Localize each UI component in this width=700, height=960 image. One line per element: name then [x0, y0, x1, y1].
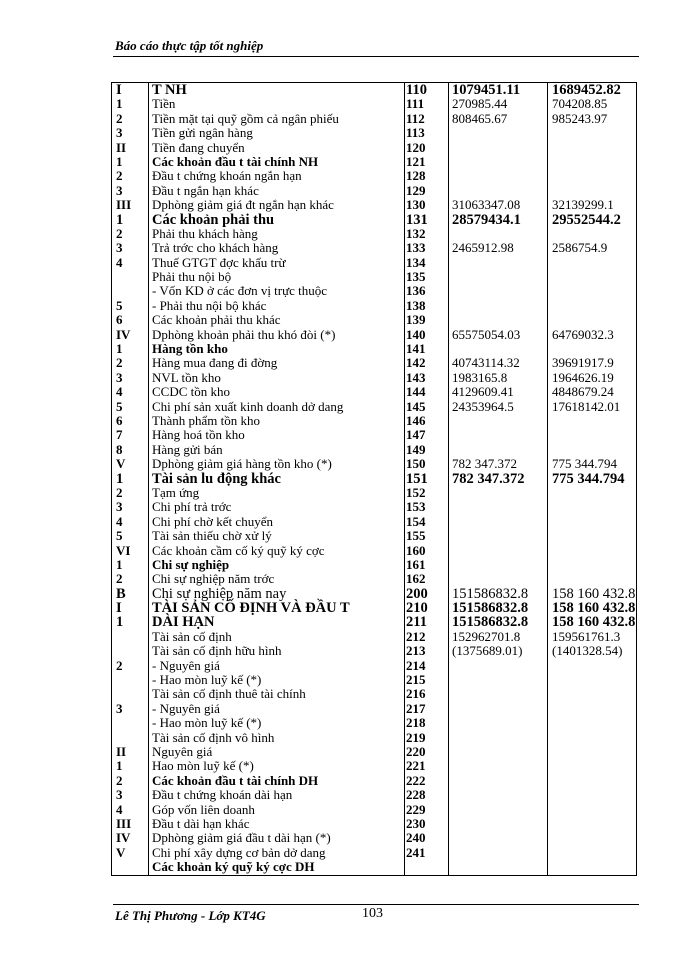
row-code: 4 — [116, 801, 123, 817]
row-code: 3 — [116, 182, 123, 198]
row-line-number: 136 — [406, 283, 426, 299]
row-opening-value — [452, 428, 548, 442]
row-item: Hao mòn luỹ kế (*) — [152, 758, 254, 774]
row-closing-value: 4848679.24 — [552, 384, 614, 400]
row-item: Đầu t chứng khoán ngắn hạn — [152, 168, 302, 184]
row-line-number: 229 — [406, 801, 426, 817]
row-opening-value: 782 347.372 — [452, 470, 525, 487]
row-opening-value: (1375689.01) — [452, 643, 523, 659]
footer-divider — [113, 904, 639, 905]
row-code: 5 — [116, 297, 123, 313]
row-code: 1 — [116, 758, 123, 774]
row-line-number: 112 — [406, 110, 425, 126]
row-item: Tiền — [152, 96, 176, 112]
row-closing-value: 32139299.1 — [552, 197, 614, 213]
opening-value-column — [452, 83, 548, 874]
row-code: 3 — [116, 240, 123, 256]
row-line-number: 241 — [406, 844, 426, 860]
column-divider — [404, 83, 405, 875]
row-closing-value — [552, 687, 642, 701]
row-item: Tài sản cố định — [152, 628, 232, 644]
row-item: - Vốn KD ở các đơn vị trực thuộc — [152, 283, 328, 299]
row-opening-value — [452, 702, 548, 716]
row-closing-value — [552, 529, 642, 543]
row-closing-value: (1401328.54) — [552, 643, 623, 659]
row-opening-value — [452, 572, 548, 586]
row-closing-value: 775 344.794 — [552, 470, 625, 487]
row-opening-value — [452, 817, 548, 831]
row-code — [116, 630, 152, 644]
row-opening-value — [452, 342, 548, 356]
row-code: 2 — [116, 772, 123, 788]
row-line-number: 143 — [406, 369, 426, 385]
row-opening-value — [452, 126, 548, 140]
row-opening-value — [452, 414, 548, 428]
row-code: 3 — [116, 499, 123, 515]
row-code: IV — [116, 830, 131, 846]
row-code: 4 — [116, 513, 123, 529]
row-opening-value — [452, 544, 548, 558]
row-item: Chi phí sản xuất kinh doanh dở dang — [152, 398, 344, 414]
row-opening-value — [452, 687, 548, 701]
row-line-number: 218 — [406, 715, 426, 731]
row-closing-value — [552, 817, 642, 831]
row-closing-value — [552, 515, 642, 529]
row-opening-value: 151586832.8 — [452, 600, 529, 617]
row-closing-value — [552, 745, 642, 759]
balance-sheet-table — [111, 82, 637, 876]
row-closing-value — [552, 313, 642, 327]
row-closing-value — [552, 831, 642, 845]
row-opening-value — [452, 745, 548, 759]
row-closing-value: 1964626.19 — [552, 369, 614, 385]
row-item: Tạm ứng — [152, 484, 200, 500]
row-item: Phải thu nội bộ — [152, 269, 232, 285]
row-opening-value — [452, 299, 548, 313]
row-opening-value: 4129609.41 — [452, 384, 514, 400]
row-closing-value: 985243.97 — [552, 110, 608, 126]
row-code: I — [116, 600, 122, 617]
row-code: V — [116, 844, 126, 860]
row-line-number: 141 — [406, 341, 426, 357]
row-line-number: 214 — [406, 657, 426, 673]
page-header: Báo cáo thực tập tốt nghiệp — [115, 38, 264, 53]
row-item: - Nguyên giá — [152, 657, 220, 673]
row-opening-value: 151586832.8 — [452, 585, 529, 602]
row-line-number: 132 — [406, 225, 426, 241]
row-opening-value — [452, 141, 548, 155]
row-opening-value: 31063347.08 — [452, 197, 521, 213]
closing-value-column — [552, 83, 642, 874]
row-opening-value: 1983165.8 — [452, 369, 508, 385]
row-item: Tài sản cố định thuê tài chính — [152, 686, 306, 702]
row-item: Trả trớc cho khách hàng — [152, 240, 279, 256]
row-closing-value — [552, 184, 642, 198]
row-item: Các khoản đầu t tài chính NH — [152, 153, 319, 169]
row-line-number: 162 — [406, 571, 426, 587]
row-closing-value — [552, 544, 642, 558]
row-closing-value — [552, 342, 642, 356]
row-line-number: 160 — [406, 542, 426, 558]
row-line-number: 120 — [406, 139, 426, 155]
row-closing-value — [552, 486, 642, 500]
row-opening-value — [452, 270, 548, 284]
row-line-number: 121 — [406, 153, 426, 169]
row-opening-value — [452, 313, 548, 327]
row-item: Dphòng giảm giá đt ngắn hạn khác — [152, 197, 334, 213]
item-column — [152, 83, 402, 874]
row-item: Tiền đang chuyển — [152, 139, 245, 155]
row-opening-value — [452, 184, 548, 198]
row-opening-value — [452, 515, 548, 529]
row-code: 7 — [116, 427, 123, 443]
row-opening-value — [452, 284, 548, 298]
row-code: 6 — [116, 412, 123, 428]
row-closing-value: 29552544.2 — [552, 211, 621, 228]
row-opening-value — [452, 500, 548, 514]
row-closing-value — [552, 155, 642, 169]
row-line-number: 230 — [406, 815, 426, 831]
row-item: - Hao mòn luỹ kế (*) — [152, 672, 262, 688]
row-opening-value: 28579434.1 — [452, 211, 521, 228]
row-code: 1 — [116, 153, 123, 169]
row-code: 1 — [116, 341, 123, 357]
row-line-number: 140 — [406, 326, 426, 342]
row-opening-value: 1079451.11 — [452, 82, 521, 98]
row-line-number: 212 — [406, 628, 426, 644]
row-code: I — [116, 82, 122, 98]
row-line-number: 155 — [406, 528, 426, 544]
row-item: Hàng mua đang đi đờng — [152, 355, 278, 371]
row-code — [116, 673, 152, 687]
row-code: 2 — [116, 168, 123, 184]
row-item: Đầu t ngắn hạn khác — [152, 182, 259, 198]
row-code: II — [116, 139, 127, 155]
row-item: DÀI HẠN — [152, 614, 215, 631]
row-code: 4 — [116, 254, 123, 270]
row-item: Tài sản cố định hữu hình — [152, 643, 282, 659]
row-opening-value — [452, 155, 548, 169]
row-opening-value — [452, 803, 548, 817]
row-line-number: 154 — [406, 513, 426, 529]
row-code: III — [116, 815, 132, 831]
row-line-number: 221 — [406, 758, 426, 774]
row-line-number: 146 — [406, 412, 426, 428]
row-line-number: 130 — [406, 197, 426, 213]
row-line-number: 135 — [406, 269, 426, 285]
row-closing-value — [552, 860, 642, 874]
row-opening-value: 24353964.5 — [452, 398, 514, 414]
footer-author: Lê Thị Phương - Lớp KT4G — [115, 908, 266, 923]
row-code: II — [116, 743, 127, 759]
row-item: TÀI SẢN CỐ ĐỊNH VÀ ĐẦU T — [152, 600, 350, 617]
row-code — [116, 731, 152, 745]
row-code: 2 — [116, 225, 123, 241]
row-line-number: 151 — [406, 470, 428, 487]
row-item: - Phải thu nội bộ khác — [152, 297, 267, 313]
code-column — [116, 83, 152, 874]
row-item: T NH — [152, 82, 187, 98]
row-closing-value — [552, 558, 642, 572]
row-line-number: 161 — [406, 556, 426, 572]
column-divider — [448, 83, 449, 875]
row-code: 1 — [116, 556, 123, 572]
row-item: Chi sự nghiệp năm nay — [152, 585, 287, 602]
row-opening-value — [452, 558, 548, 572]
row-closing-value — [552, 702, 642, 716]
row-closing-value: 39691917.9 — [552, 355, 614, 371]
row-opening-value — [452, 443, 548, 457]
row-closing-value — [552, 731, 642, 745]
row-item: Phải thu khách hàng — [152, 225, 258, 241]
row-code: 2 — [116, 355, 123, 371]
row-line-number: 150 — [406, 456, 426, 472]
row-item: Chi phí chờ kết chuyển — [152, 513, 273, 529]
row-closing-value: 158 160 432.8 — [552, 600, 636, 617]
row-opening-value: 808465.67 — [452, 110, 508, 126]
row-opening-value: 151586832.8 — [452, 614, 529, 631]
row-line-number: 217 — [406, 700, 426, 716]
row-closing-value — [552, 169, 642, 183]
row-code: VI — [116, 542, 131, 558]
row-item: Thuế GTGT đợc khấu trừ — [152, 254, 286, 270]
row-code: B — [116, 585, 126, 602]
row-closing-value — [552, 443, 642, 457]
row-closing-value — [552, 716, 642, 730]
row-opening-value — [452, 860, 548, 874]
row-opening-value: 270985.44 — [452, 96, 508, 112]
row-item: Chi phí xây dựng cơ bản dở dang — [152, 844, 326, 860]
row-code: 1 — [116, 470, 124, 487]
row-opening-value: 782 347.372 — [452, 456, 517, 472]
row-closing-value — [552, 572, 642, 586]
row-item: Chi phí trả trớc — [152, 499, 232, 515]
row-item: Tài sản thiếu chờ xử lý — [152, 528, 272, 544]
row-opening-value — [452, 788, 548, 802]
row-code: 3 — [116, 700, 123, 716]
row-code: 1 — [116, 96, 123, 112]
row-closing-value — [552, 256, 642, 270]
row-code: 3 — [116, 369, 123, 385]
row-line-number: 110 — [406, 82, 427, 98]
row-line-number — [406, 860, 444, 874]
row-closing-value — [552, 500, 642, 514]
row-line-number: 152 — [406, 484, 426, 500]
row-closing-value: 1689452.82 — [552, 82, 621, 98]
row-item: Hàng tồn kho — [152, 341, 228, 357]
row-item: - Nguyên giá — [152, 700, 220, 716]
row-opening-value — [452, 227, 548, 241]
row-item: Tài sản lu động khác — [152, 470, 281, 487]
row-item: Chi sự nghiệp — [152, 556, 230, 572]
row-code — [116, 644, 152, 658]
row-code — [116, 716, 152, 730]
row-line-number: 215 — [406, 672, 426, 688]
row-item: - Hao mòn luỹ kế (*) — [152, 715, 262, 731]
row-closing-value — [552, 141, 642, 155]
row-code: 5 — [116, 398, 123, 414]
row-line-number: 111 — [406, 96, 425, 112]
row-line-number: 219 — [406, 729, 426, 745]
row-item: Hàng gửi bán — [152, 441, 223, 457]
row-closing-value: 704208.85 — [552, 96, 608, 112]
row-item: Các khoản ký quỹ ký cợc DH — [152, 859, 315, 875]
row-item: Các khoản phải thu — [152, 211, 275, 228]
row-line-number: 142 — [406, 355, 426, 371]
row-line-number: 153 — [406, 499, 426, 515]
row-item: Tiền mặt tại quỹ gồm cả ngân phiếu — [152, 110, 339, 126]
row-closing-value — [552, 299, 642, 313]
row-line-number: 147 — [406, 427, 426, 443]
row-code: 3 — [116, 125, 123, 141]
row-line-number: 200 — [406, 585, 428, 602]
row-line-number: 144 — [406, 384, 426, 400]
row-opening-value — [452, 486, 548, 500]
row-line-number: 228 — [406, 787, 426, 803]
row-item: Các khoản phải thu khác — [152, 312, 281, 328]
row-line-number: 128 — [406, 168, 426, 184]
row-line-number: 113 — [406, 125, 425, 141]
row-opening-value — [452, 774, 548, 788]
row-closing-value — [552, 774, 642, 788]
row-line-number: 211 — [406, 614, 427, 631]
row-item: Tài sản cố định vô hình — [152, 729, 275, 745]
row-closing-value — [552, 759, 642, 773]
row-item: Thành phẩm tồn kho — [152, 412, 260, 428]
row-item: Góp vốn liên doanh — [152, 801, 255, 817]
row-closing-value: 158 160 432.8 — [552, 585, 636, 602]
row-code: 8 — [116, 441, 123, 457]
row-line-number: 220 — [406, 743, 426, 759]
row-closing-value — [552, 270, 642, 284]
row-closing-value — [552, 126, 642, 140]
header-divider — [113, 56, 639, 57]
row-opening-value: 2465912.98 — [452, 240, 514, 256]
row-item: Chi sự nghiệp năm trớc — [152, 571, 275, 587]
row-line-number: 134 — [406, 254, 426, 270]
row-code: 6 — [116, 312, 123, 328]
row-opening-value: 152962701.8 — [452, 628, 521, 644]
row-item: Dphòng giảm giá hàng tồn kho (*) — [152, 456, 332, 472]
row-line-number: 213 — [406, 643, 426, 659]
row-line-number: 145 — [406, 398, 426, 414]
row-line-number: 131 — [406, 211, 428, 228]
row-code — [116, 284, 152, 298]
row-closing-value: 64769032.3 — [552, 326, 614, 342]
row-item: Nguyên giá — [152, 743, 213, 759]
row-code: 2 — [116, 657, 123, 673]
row-line-number: 139 — [406, 312, 426, 328]
page-number: 103 — [362, 906, 383, 921]
row-item: CCDC tồn kho — [152, 384, 231, 400]
row-opening-value — [452, 759, 548, 773]
row-opening-value — [452, 831, 548, 845]
row-closing-value — [552, 788, 642, 802]
row-item: Tiền gửi ngân hàng — [152, 125, 253, 141]
row-code: 1 — [116, 211, 124, 228]
row-closing-value: 159561761.3 — [552, 628, 621, 644]
row-code — [116, 270, 152, 284]
row-code — [116, 687, 152, 701]
row-item: Các khoản cầm cố ký quỹ ký cợc — [152, 542, 325, 558]
row-code: III — [116, 197, 132, 213]
row-code: 2 — [116, 484, 123, 500]
row-line-number: 149 — [406, 441, 426, 457]
row-line-number: 138 — [406, 297, 426, 313]
row-code: IV — [116, 326, 131, 342]
row-closing-value — [552, 428, 642, 442]
row-closing-value — [552, 659, 642, 673]
row-code: 3 — [116, 787, 123, 803]
row-closing-value — [552, 846, 642, 860]
row-opening-value — [452, 529, 548, 543]
row-closing-value: 775 344.794 — [552, 456, 617, 472]
row-line-number: 240 — [406, 830, 426, 846]
row-opening-value — [452, 256, 548, 270]
row-item: Dphòng khoản phải thu khó đòi (*) — [152, 326, 336, 342]
row-closing-value — [552, 673, 642, 687]
row-closing-value — [552, 227, 642, 241]
row-opening-value — [452, 659, 548, 673]
row-item: Hàng hoá tồn kho — [152, 427, 245, 443]
row-opening-value — [452, 846, 548, 860]
row-line-number: 216 — [406, 686, 426, 702]
row-opening-value — [452, 716, 548, 730]
row-line-number: 210 — [406, 600, 428, 617]
row-item: Đầu t chứng khoán dài hạn — [152, 787, 293, 803]
row-code: V — [116, 456, 126, 472]
row-code — [116, 860, 152, 874]
row-closing-value — [552, 414, 642, 428]
row-closing-value: 158 160 432.8 — [552, 614, 636, 631]
row-code: 2 — [116, 571, 123, 587]
row-opening-value: 65575054.03 — [452, 326, 521, 342]
row-closing-value — [552, 284, 642, 298]
row-line-number: 133 — [406, 240, 426, 256]
row-opening-value — [452, 731, 548, 745]
row-line-number: 129 — [406, 182, 426, 198]
row-code: 2 — [116, 110, 123, 126]
row-opening-value: 40743114.32 — [452, 355, 520, 371]
line-number-column — [406, 83, 444, 874]
row-closing-value: 2586754.9 — [552, 240, 608, 256]
row-closing-value: 17618142.01 — [552, 398, 621, 414]
row-code: 5 — [116, 528, 123, 544]
row-item: Các khoản đầu t tài chính DH — [152, 772, 319, 788]
row-item: Đầu t dài hạn khác — [152, 815, 250, 831]
row-code: 4 — [116, 384, 123, 400]
row-opening-value — [452, 673, 548, 687]
row-item: NVL tồn kho — [152, 369, 221, 385]
row-line-number: 222 — [406, 772, 426, 788]
row-opening-value — [452, 169, 548, 183]
row-code: 1 — [116, 614, 124, 631]
row-closing-value — [552, 803, 642, 817]
row-item: Dphòng giảm giá đầu t dài hạn (*) — [152, 830, 331, 846]
